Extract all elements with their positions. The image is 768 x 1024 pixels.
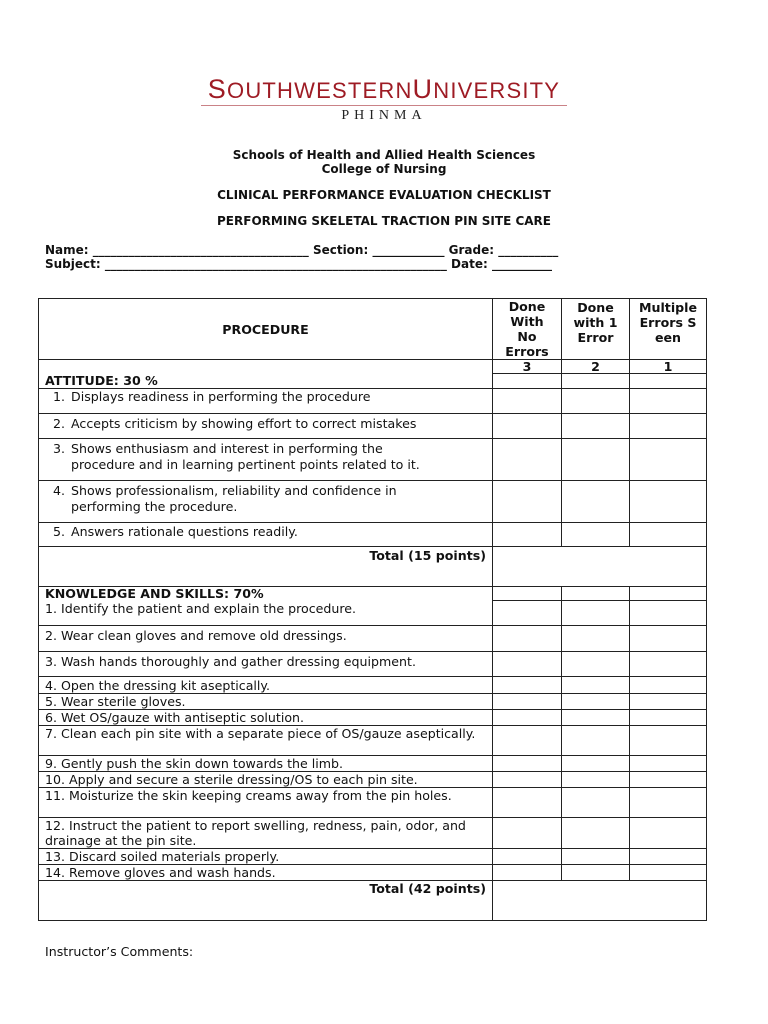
attitude-total-row	[39, 546, 707, 586]
table-row	[39, 522, 707, 546]
table-row	[39, 601, 707, 626]
knowledge-total-label: Total (42 points)	[39, 881, 493, 921]
col-no-errors-header: Done With No Errors	[493, 299, 562, 360]
attitude-item-5: 5. Answers rationale questions readily.	[39, 522, 493, 546]
checkbox-cell[interactable]	[562, 388, 630, 413]
checkbox-cell[interactable]	[630, 652, 707, 677]
checkbox-cell[interactable]	[562, 865, 630, 881]
attitude-section-row	[39, 374, 707, 389]
col-multiple-errors-header: Multiple Errors Seen	[630, 299, 707, 360]
knowledge-item-14: 14. Remove gloves and wash hands.	[39, 865, 493, 881]
checkbox-cell[interactable]	[493, 849, 562, 865]
checkbox-cell[interactable]	[562, 756, 630, 772]
table-row	[39, 818, 707, 849]
attitude-title: ATTITUDE: 30 %	[39, 374, 493, 389]
knowledge-item-5: 5. Wear sterile gloves.	[39, 694, 493, 710]
knowledge-item-11: 11. Moisturize the skin keeping creams away from the pin holes.	[39, 788, 493, 818]
knowledge-item-10: 10. Apply and secure a sterile dressing/OS to each pin site.	[39, 772, 493, 788]
knowledge-item-7: 7. Clean each pin site with a separate piece of OS/gauze aseptically.	[39, 726, 493, 756]
knowledge-title: KNOWLEDGE AND SKILLS: 70%	[39, 586, 493, 601]
checkbox-cell[interactable]	[493, 756, 562, 772]
checkbox-cell[interactable]	[562, 726, 630, 756]
knowledge-item-3: 3. Wash hands thoroughly and gather dressing equipment.	[39, 652, 493, 677]
checkbox-cell[interactable]	[630, 601, 707, 626]
checkbox-cell[interactable]	[562, 652, 630, 677]
checkbox-cell[interactable]	[493, 480, 562, 522]
instructor-comments-label: Instructor’s Comments:	[45, 944, 194, 959]
checkbox-cell[interactable]	[562, 522, 630, 546]
procedure-header: PROCEDURE	[39, 299, 493, 360]
document-title: CLINICAL PERFORMANCE EVALUATION CHECKLIST	[217, 188, 551, 202]
table-row	[39, 626, 707, 652]
checkbox-cell[interactable]	[493, 694, 562, 710]
checkbox-cell[interactable]	[630, 865, 707, 881]
university-logo	[0, 76, 768, 124]
checkbox-cell[interactable]	[493, 522, 562, 546]
checkbox-cell[interactable]	[630, 818, 707, 849]
checkbox-cell[interactable]	[562, 694, 630, 710]
college-name: College of Nursing	[321, 162, 447, 176]
checkbox-cell[interactable]	[630, 438, 707, 480]
checkbox-cell[interactable]	[562, 438, 630, 480]
checkbox-cell[interactable]	[630, 626, 707, 652]
checkbox-cell[interactable]	[630, 788, 707, 818]
score-2: 2	[562, 360, 630, 374]
subject-date-line: Subject: _________________________________________________________ Date: __________	[45, 257, 552, 271]
score-row	[39, 360, 707, 374]
checkbox-cell[interactable]	[493, 626, 562, 652]
checkbox-cell[interactable]	[562, 818, 630, 849]
table-row	[39, 865, 707, 881]
checkbox-cell[interactable]	[493, 788, 562, 818]
checkbox-cell[interactable]	[630, 756, 707, 772]
attitude-total-cell[interactable]	[493, 546, 707, 586]
knowledge-item-12: 12. Instruct the patient to report swelling, redness, pain, odor, and drainage at the pin site.	[39, 818, 493, 849]
knowledge-total-row	[39, 881, 707, 921]
checkbox-cell[interactable]	[630, 726, 707, 756]
attitude-item-3: 3. Shows enthusiasm and interest in performing the procedure and in learning pertinent points related to it.	[39, 438, 493, 480]
table-row	[39, 677, 707, 694]
checkbox-cell[interactable]	[493, 818, 562, 849]
logo-underline	[201, 105, 567, 106]
logo-subtitle: PHINMA	[341, 108, 427, 123]
attitude-item-1: 1. Displays readiness in performing the procedure	[39, 388, 493, 413]
school-name: Schools of Health and Allied Health Sciences	[232, 148, 536, 162]
checkbox-cell[interactable]	[562, 849, 630, 865]
checkbox-cell[interactable]	[562, 677, 630, 694]
knowledge-item-13: 13. Discard soiled materials properly.	[39, 849, 493, 865]
checkbox-cell[interactable]	[493, 865, 562, 881]
checklist-table	[38, 298, 707, 921]
knowledge-section-row	[39, 586, 707, 601]
checkbox-cell[interactable]	[630, 413, 707, 438]
university-name: SOUTHWESTERNUNIVERSITY	[207, 74, 561, 104]
knowledge-item-2: 2. Wear clean gloves and remove old dressings.	[39, 626, 493, 652]
checkbox-cell[interactable]	[562, 480, 630, 522]
table-row	[39, 388, 707, 413]
table-row	[39, 480, 707, 522]
checkbox-cell[interactable]	[562, 772, 630, 788]
checkbox-cell[interactable]	[493, 388, 562, 413]
knowledge-item-6: 6. Wet OS/gauze with antiseptic solution.	[39, 710, 493, 726]
knowledge-item-1: 1. Identify the patient and explain the procedure.	[39, 601, 493, 626]
checkbox-cell[interactable]	[562, 788, 630, 818]
checkbox-cell[interactable]	[493, 710, 562, 726]
attitude-total-label: Total (15 points)	[39, 546, 493, 586]
checkbox-cell[interactable]	[562, 626, 630, 652]
checkbox-cell[interactable]	[630, 388, 707, 413]
school-heading	[0, 148, 768, 176]
knowledge-total-cell[interactable]	[493, 881, 707, 921]
checkbox-cell[interactable]	[493, 413, 562, 438]
checkbox-cell[interactable]	[493, 677, 562, 694]
table-row	[39, 772, 707, 788]
attitude-item-2: 2. Accepts criticism by showing effort to correct mistakes	[39, 413, 493, 438]
checkbox-cell[interactable]	[493, 601, 562, 626]
score-1: 1	[630, 360, 707, 374]
table-row	[39, 849, 707, 865]
name-section-grade-line: Name: ____________________________________ Section: ____________ Grade: __________	[45, 243, 559, 257]
checkbox-cell[interactable]	[493, 438, 562, 480]
table-row	[39, 756, 707, 772]
checkbox-cell[interactable]	[493, 726, 562, 756]
table-row	[39, 710, 707, 726]
table-row	[39, 652, 707, 677]
checkbox-cell[interactable]	[630, 772, 707, 788]
checkbox-cell[interactable]	[630, 694, 707, 710]
table-row	[39, 694, 707, 710]
checkbox-cell[interactable]	[562, 413, 630, 438]
table-header-row	[39, 299, 707, 360]
checkbox-cell[interactable]	[493, 652, 562, 677]
col-one-error-header: Done with 1 Error	[562, 299, 630, 360]
checkbox-cell[interactable]	[630, 849, 707, 865]
score-3: 3	[493, 360, 562, 374]
table-row	[39, 726, 707, 756]
checkbox-cell[interactable]	[562, 710, 630, 726]
checkbox-cell[interactable]	[630, 480, 707, 522]
attitude-item-4: 4. Shows professionalism, reliability and confidence in performing the procedure.	[39, 480, 493, 522]
checkbox-cell[interactable]	[630, 677, 707, 694]
document-subtitle: PERFORMING SKELETAL TRACTION PIN SITE CARE	[217, 214, 551, 228]
checkbox-cell[interactable]	[493, 772, 562, 788]
table-row	[39, 438, 707, 480]
checkbox-cell[interactable]	[630, 710, 707, 726]
table-row	[39, 788, 707, 818]
knowledge-item-9: 9. Gently push the skin down towards the limb.	[39, 756, 493, 772]
checkbox-cell[interactable]	[630, 522, 707, 546]
knowledge-item-4: 4. Open the dressing kit aseptically.	[39, 677, 493, 694]
table-row	[39, 413, 707, 438]
checkbox-cell[interactable]	[562, 601, 630, 626]
